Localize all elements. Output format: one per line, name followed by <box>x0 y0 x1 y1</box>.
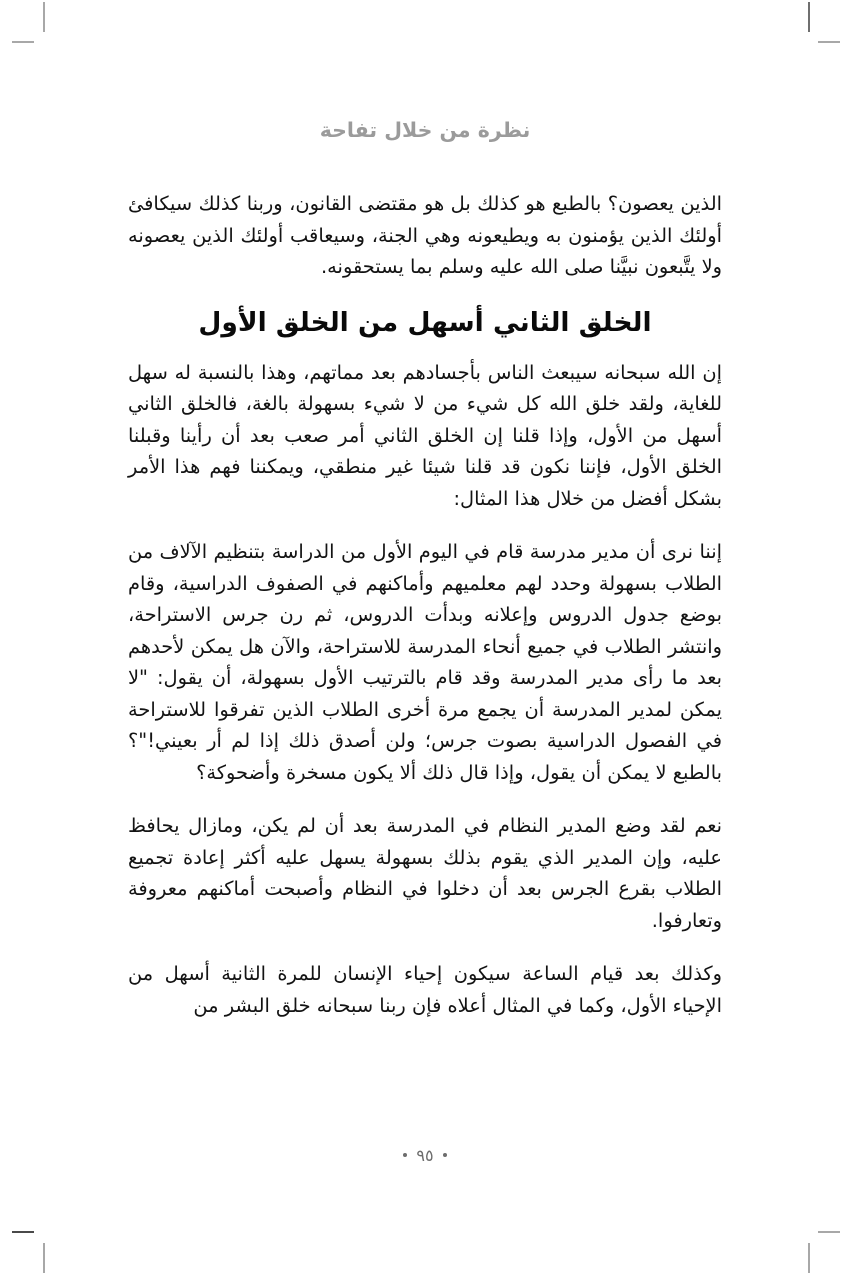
crop-mark-bottom-left-horizontal <box>12 1231 34 1233</box>
crop-mark-bottom-right-horizontal <box>818 1231 840 1233</box>
running-header: نظرة من خلال تفاحة <box>319 118 531 142</box>
page-content-column <box>128 0 722 1275</box>
paragraph-2: إن الله سبحانه سيبعث الناس بأجسادهم بعد مماتهم، وهذا بالنسبة له سهل للغاية، ولقد خلق الله كل شيء من لا شيء بسهولة بالغة، فالخلق الثاني أسهل من الأول، وإذا قلنا إن الخلق الثاني أمر صعب بعد أن رأينا وقبلنا الخلق الأول، فإننا نكون قد قلنا شيئا غير منطقي، ويمكننا فهم هذا الأمر بشكل أفضل من خلال هذا المثال: <box>128 360 722 510</box>
crop-mark-bottom-right-vertical <box>808 1243 810 1273</box>
crop-mark-top-left-vertical <box>43 2 45 32</box>
paragraph-1: الذين يعصون؟ بالطبع هو كذلك بل هو مقتضى القانون، وربنا كذلك سيكافئ أولئك الذين يؤمنون به ويطيعونه وهي الجنة، وسيعاقب أولئك الذين يعصونه ولا يتَّبعون نبيَّنا صلى الله عليه وسلم بما يستحقونه. <box>128 192 722 278</box>
crop-mark-bottom-left-vertical <box>43 1243 45 1273</box>
crop-mark-top-left-horizontal <box>12 41 34 43</box>
paragraph-4: نعم لقد وضع المدير النظام في المدرسة بعد أن لم يكن، ومازال يحافظ عليه، وإن المدير الذي يقوم بذلك بسهولة يسهل عليه أكثر إعادة تجميع الطلاب بقرع الجرس بعد أن دخلوا في النظام وأصبحت أماكنهم معروفة وتعارفوا. <box>128 814 722 932</box>
page-folio <box>128 1148 722 1164</box>
crop-mark-top-right-vertical <box>808 2 810 32</box>
folio-bullet-right-icon <box>443 1153 447 1157</box>
folio-bullet-left-icon <box>403 1153 407 1157</box>
paragraph-3: إننا نرى أن مدير مدرسة قام في اليوم الأول من الدراسة بتنظيم الآلاف من الطلاب بسهولة وحدد لهم معلميهم وأماكنهم في الصفوف الدراسية، وقام بوضع جدول الدروس وإعلانه وبدأت الدروس، ثم رن جرس الاستراحة، وانتشر الطلاب في جميع أنحاء المدرسة للاستراحة، والآن هل يمكن لأحدهم بعد ما رأى مدير المدرسة وقد قام بالترتيب الأول بسهولة، أن يقول: "لا يمكن لمدير المدرسة أن يجمع مرة أخرى الطلاب الذين تفرقوا للاستراحة في الفصول الدراسية بصوت جرس؛ ولن أصدق ذلك إذا لم أر بعيني!"؟ بالطبع لا يمكن أن يقول، وإذا قال ذلك ألا يكون مسخرة وأضحوكة؟ <box>128 540 722 784</box>
body-text-block <box>128 188 722 1021</box>
page-number: ٩٥ <box>416 1146 434 1165</box>
paragraph-5: وكذلك بعد قيام الساعة سيكون إحياء الإنسان للمرة الثانية أسهل من الإحياء الأول، وكما في المثال أعلاه فإن ربنا سبحانه خلق البشر من <box>128 962 722 1017</box>
section-heading: الخلق الثاني أسهل من الخلق الأول <box>198 306 652 338</box>
crop-mark-top-right-horizontal <box>818 41 840 43</box>
